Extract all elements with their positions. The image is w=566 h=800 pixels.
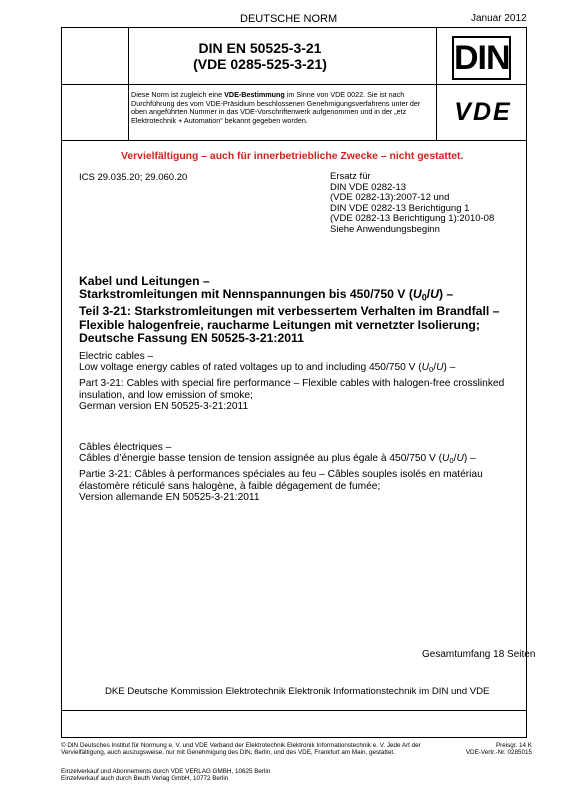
voltage-u0: U [412,287,422,302]
title-german-line3: Teil 3-21: Starkstromleitungen mit verbessertem Verhalten im Brandfall – Flexible halogenfreie, raucharme Leitungen mit vernetzter Isolierung; Deutsche Fassung EN 50525-3-21:2011 [79,304,500,345]
standard-number-line2: (VDE 0285-525-3-21) [193,56,327,72]
title-english-line2-text: Low voltage energy cables of rated voltages up to and including 450/750 V ( [79,362,422,374]
divider [61,710,527,711]
divider [128,27,129,140]
voltage-slash: / [426,287,431,302]
voltage-u: U [430,287,439,302]
divider [436,27,437,140]
norm-type-label: DEUTSCHE NORM [240,13,338,25]
voltage-u: U [456,453,464,465]
replacement-info: Ersatz für DIN VDE 0282-13 (VDE 0282-13):2007-12 und DIN VDE 0282-13 Berichtigung 1 (VDE 0282-13 Berichtigung 1):2010-08 Siehe Anwendungsbeginn [330,171,495,235]
divider [61,140,527,141]
copyright-notice: © DIN Deutsches Institut für Normung e. V. und VDE Verband der Elektrotechnik Elektronik Informationstechnik e. V. Jede Art der Vervielfältigung, auch auszugsweise, nur mit Genehmigung des DIN, Berlin, und des VDE, Frankfurt am Main, gestattet. [61,742,421,757]
voltage-slash: / [433,362,437,374]
din-logo: DIN [452,36,511,80]
vde-note-post: im Sinne von VDE 0022. Sie ist nach Durchführung des vom VDE-Präsidium beschlossenen Genehmigungsverfahrens unter der oben angeführten Nummer in das VDE-Vorschriftenwerk aufgenommen und in der „etz Elektrotechnik + Automation“ bekannt gegeben worden. [131,90,421,125]
ics-classification: ICS 29.035.20; 29.060.20 [79,172,188,183]
dke-line: DKE Deutsche Kommission Elektrotechnik Elektronik Informationstechnik im DIN und VDE [105,686,490,697]
reproduction-notice: Vervielfältigung – auch für innerbetriebliche Zwecke – nicht gestattet. [121,151,464,162]
title-german [79,275,519,345]
title-english [79,351,519,412]
title-english-line2 [79,362,519,375]
voltage-u0: U [442,453,450,465]
price-info [456,742,532,757]
vde-note-pre: Diese Norm ist zugleich eine [131,90,225,99]
price-group: Preisgr. 14 K [495,742,532,749]
title-french [79,442,519,503]
voltage-slash: / [453,453,457,465]
divider [61,84,527,85]
title-french-line1: Câbles électriques – [79,442,172,453]
title-french-line4: Version allemande EN 50525-3-21:2011 [79,491,260,503]
title-german-line2 [79,288,519,305]
standard-number [131,40,389,72]
voltage-u0: U [421,362,430,374]
title-english-line4: German version EN 50525-3-21:2011 [79,400,249,412]
title-english-line2-end: ) – [443,362,456,374]
title-english-line1: Electric cables – [79,351,154,362]
sales-info [61,768,270,783]
title-english-line3: Part 3-21: Cables with special fire performance – Flexible cables with halogen-free crosslinked insulation, and low emission of smoke; [79,378,505,401]
voltage-u0-sub: 0 [429,365,434,375]
voltage-u: U [436,362,444,374]
sales-line-1: Einzelverkauf und Abonnements durch VDE VERLAG GMBH, 10625 Berlin [61,768,271,775]
sales-line-2: Einzelverkauf auch durch Beuth Verlag GmbH, 10772 Berlin [61,775,229,783]
order-number: VDE-Vertr.-Nr. 0285015 [465,749,532,757]
vde-note-bold: VDE-Bestimmung [224,90,285,99]
issue-date: Januar 2012 [471,13,527,24]
title-german-line2-end: ) – [438,287,454,302]
title-french-line2-end: ) – [463,453,476,465]
title-french-line2 [79,453,519,466]
vde-note [131,91,433,125]
voltage-u0-sub: 0 [449,456,454,466]
vde-logo: VDE [454,98,512,126]
standard-number-line1: DIN EN 50525-3-21 [198,40,322,56]
title-french-line2-text: Câbles d’énergie basse tension de tension assignée au plus égale à 450/750 V ( [79,453,443,465]
title-german-line1: Kabel und Leitungen – [79,274,210,288]
total-pages: Gesamtumfang 18 Seiten [422,649,536,660]
voltage-u0-sub: 0 [421,292,427,303]
title-german-line2-text: Starkstromleitungen mit Nennspannungen bis 450/750 V ( [79,287,413,302]
title-french-line3: Partie 3-21: Câbles à performances spéciales au feu – Câbles souples isolés en matériau élastomère réticulé sans halogène, à faible dégagement de fumée; [79,469,483,492]
